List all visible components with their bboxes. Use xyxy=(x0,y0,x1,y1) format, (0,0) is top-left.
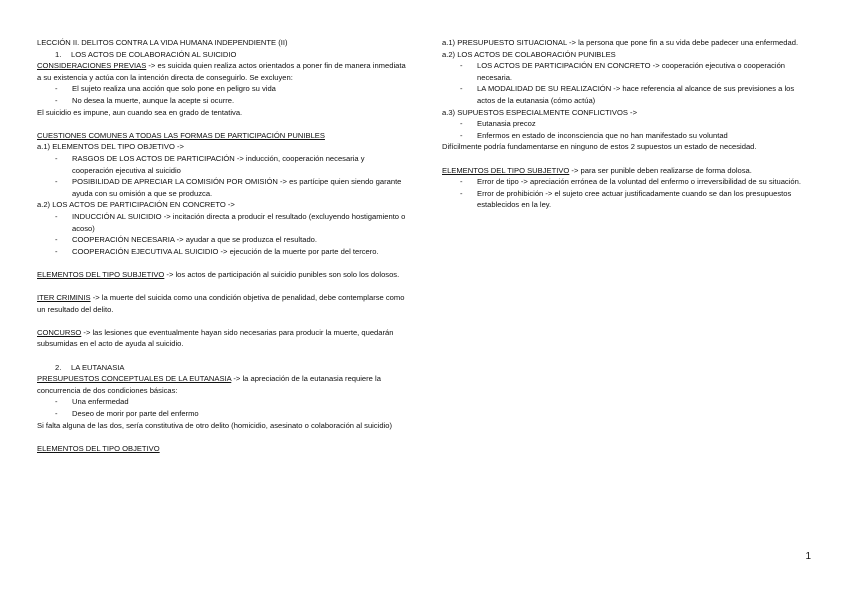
list-item: - Error de tipo -> apreciación errónea de la voluntad del enfermo o irreversibilidad de su situación. xyxy=(442,176,812,188)
right-subjetivo-text: -> para ser punible deben realizarse de forma dolosa. xyxy=(569,165,752,175)
iter-label: ITER CRIMINIS xyxy=(37,293,91,303)
left-column xyxy=(37,37,407,454)
subjetivo-text: -> los actos de participación al suicidio punibles son solo los dolosos. xyxy=(164,269,400,279)
list-item: - Una enfermedad xyxy=(37,396,407,408)
section-1-number: 1. xyxy=(55,49,62,59)
section-2-title: LA EUTANASIA xyxy=(71,362,125,372)
right-a3-after: Difícilmente podría fundamentarse en ninguno de estos 2 supuestos un estado de necesidad. xyxy=(442,142,757,152)
iter-paragraph xyxy=(37,292,407,315)
right-a2-list xyxy=(442,60,812,106)
previas-after: El suicidio es impune, aun cuando sea en grado de tentativa. xyxy=(37,107,243,117)
presupuestos-after: Si falta alguna de las dos, sería constitutiva de otro delito (homicidio, asesinato o colaboración al suicidio) xyxy=(37,420,392,430)
cuestiones-heading: CUESTIONES COMUNES A TODAS LAS FORMAS DE PARTICIPACIÓN PUNIBLES xyxy=(37,130,325,140)
presupuestos-label: PRESUPUESTOS CONCEPTUALES DE LA EUTANASIA xyxy=(37,374,232,384)
cuestiones-a2-list xyxy=(37,211,407,257)
section-1-heading xyxy=(37,49,407,61)
previas-label: CONSIDERACIONES PREVIAS xyxy=(37,61,147,71)
concurso-text: -> las lesiones que eventualmente hayan sido necesarias para producir la muerte, quedarán subsumidas en el acto de ayuda al suicidio. xyxy=(37,327,394,349)
subjetivo-paragraph xyxy=(37,269,407,281)
right-a3-list xyxy=(442,118,812,141)
concurso-label: CONCURSO xyxy=(37,327,82,337)
list-item: - LA MODALIDAD DE SU REALIZACIÓN -> hace referencia al alcance de sus previsiones a los actos de la eutanasia (cómo actúa) xyxy=(442,83,812,106)
right-subjetivo-list xyxy=(442,176,812,211)
right-a1: a.1) PRESUPUESTO SITUACIONAL -> la persona que pone fin a su vida debe padecer una enfermedad. xyxy=(442,38,799,47)
list-item: - Deseo de morir por parte del enfermo xyxy=(37,408,407,420)
cuestiones-a2: a.2) LOS ACTOS DE PARTICIPACIÓN EN CONCRETO -> xyxy=(37,200,235,210)
previas-list xyxy=(37,83,407,106)
lesson-title: LECCIÓN II. DELITOS CONTRA LA VIDA HUMANA INDEPENDIENTE (II) xyxy=(37,38,288,47)
list-item: - COOPERACIÓN NECESARIA -> ayudar a que se produzca el resultado. xyxy=(37,234,407,246)
right-a2: a.2) LOS ACTOS DE COLABORACIÓN PUNIBLES xyxy=(442,49,616,59)
list-item: - RASGOS DE LOS ACTOS DE PARTICIPACIÓN -> inducción, cooperación necesaria y cooperación ejecutiva al suicidio xyxy=(37,153,407,176)
list-item: - Enfermos en estado de inconsciencia que no han manifestado su voluntad xyxy=(442,130,812,142)
section-2-number: 2. xyxy=(55,362,62,372)
presupuestos-list xyxy=(37,396,407,419)
previas-text: -> es suicida quien realiza actos orientados a poner fin de manera inmediata a su existencia y actúa con la intención directa de conseguirlo. Se excluyen: xyxy=(37,61,406,82)
objetivo-heading: ELEMENTOS DEL TIPO OBJETIVO xyxy=(37,443,160,453)
list-item: - Error de prohibición -> el sujeto cree actuar justificadamente cuando se dan los presupuestos establecidos en la ley. xyxy=(442,188,812,211)
right-subjetivo-paragraph xyxy=(442,165,812,177)
presupuestos-text: -> la apreciación de la eutanasia requiere la concurrencia de dos condiciones básicas: xyxy=(37,374,381,395)
presupuestos-paragraph xyxy=(37,373,407,396)
right-subjetivo-label: ELEMENTOS DEL TIPO SUBJETIVO xyxy=(442,165,570,175)
list-item: - POSIBILIDAD DE APRECIAR LA COMISIÓN POR OMISIÓN -> es partícipe quien siendo garante ayuda con su omisión a que se produzca. xyxy=(37,176,407,199)
page-number: 1 xyxy=(805,551,811,562)
list-item: - COOPERACIÓN EJECUTIVA AL SUICIDIO -> ejecución de la muerte por parte del tercero. xyxy=(37,246,407,258)
list-item: - LOS ACTOS DE PARTICIPACIÓN EN CONCRETO -> cooperación ejecutiva o cooperación necesaria. xyxy=(442,60,812,83)
cuestiones-a1: a.1) ELEMENTOS DEL TIPO OBJETIVO -> xyxy=(37,142,184,152)
list-item: - El sujeto realiza una acción que solo pone en peligro su vida xyxy=(37,83,407,95)
list-item: - No desea la muerte, aunque la acepte si ocurre. xyxy=(37,95,407,107)
list-item: - INDUCCIÓN AL SUICIDIO -> incitación directa a producir el resultado (excluyendo hostigamiento o acoso) xyxy=(37,211,407,234)
iter-text: -> la muerte del suicida como una condición objetiva de penalidad, debe contemplarse como un resultado del delito. xyxy=(37,293,405,314)
section-2-heading xyxy=(37,362,407,374)
right-a3: a.3) SUPUESTOS ESPECIALMENTE CONFLICTIVOS -> xyxy=(442,107,638,117)
list-item: - Eutanasia precoz xyxy=(442,118,812,130)
right-column xyxy=(442,37,812,211)
section-1-title: LOS ACTOS DE COLABORACIÓN AL SUICIDIO xyxy=(71,49,237,59)
concurso-paragraph xyxy=(37,327,407,350)
previas-paragraph xyxy=(37,60,407,83)
subjetivo-label: ELEMENTOS DEL TIPO SUBJETIVO xyxy=(37,269,165,279)
cuestiones-a1-list xyxy=(37,153,407,199)
